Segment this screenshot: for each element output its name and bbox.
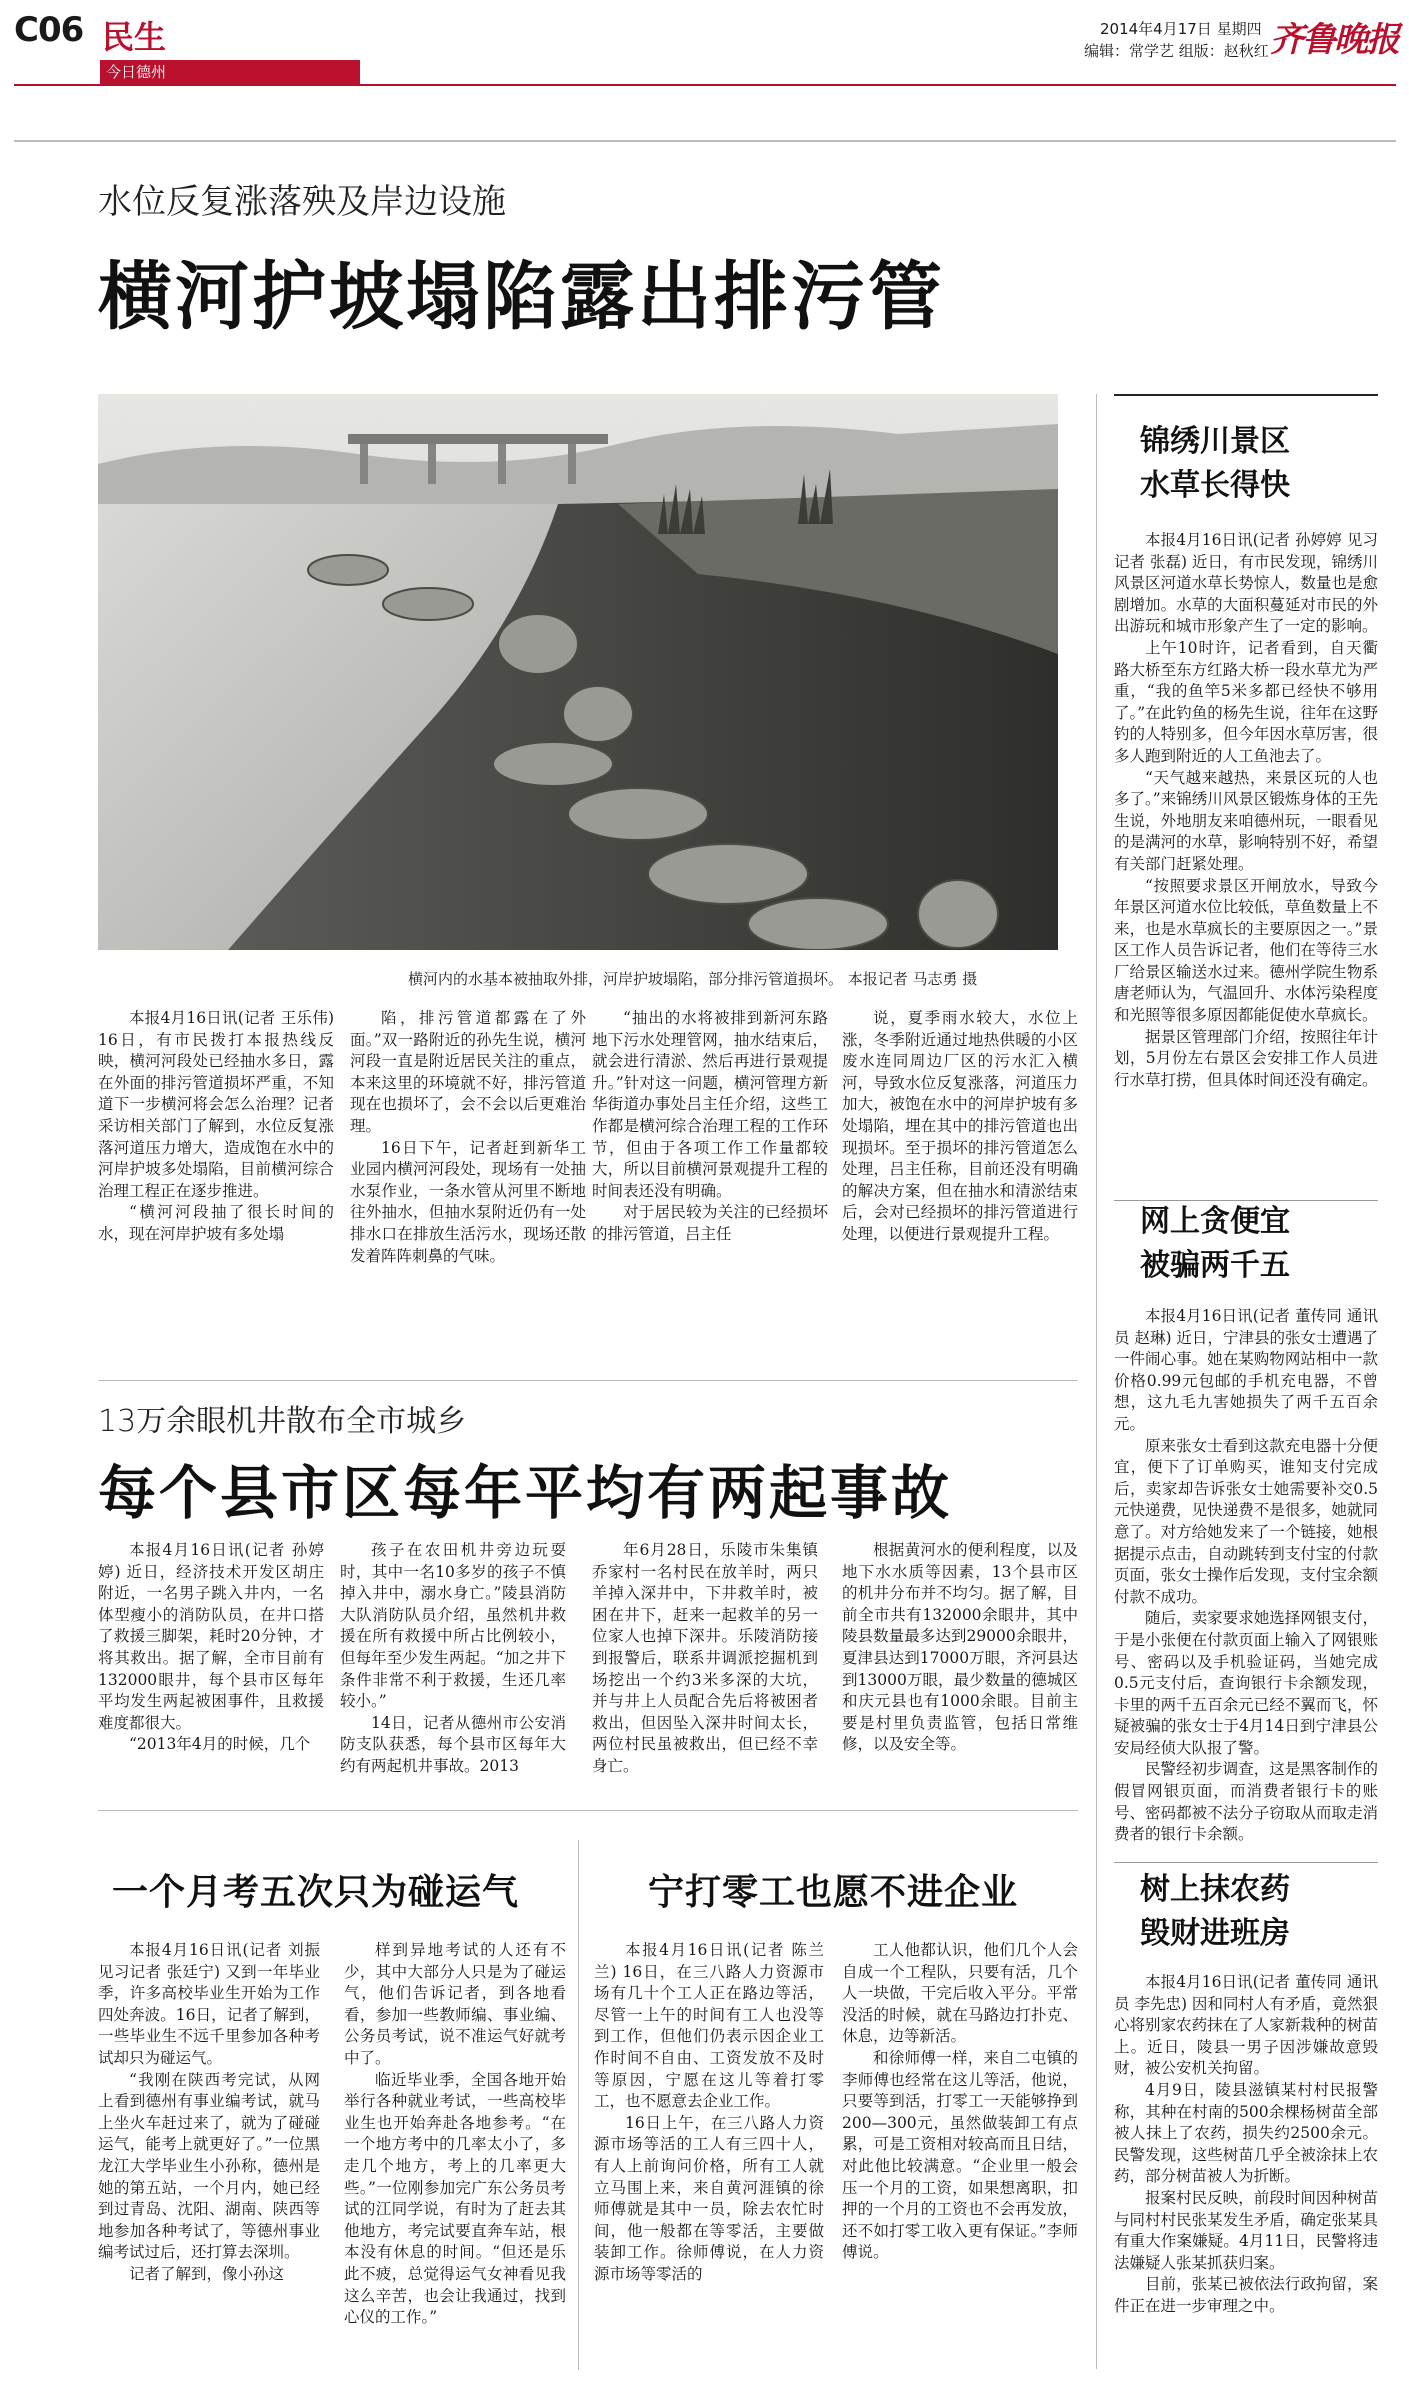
- river-bank-image: [98, 394, 1058, 950]
- sidebar-title-1: 锦绣川景区水草长得快: [1140, 424, 1290, 503]
- paragraph: 上午10时许，记者看到，自天衢路大桥至东方红路大桥一段水草尤为严重，“我的鱼竿5米多都已经快不够用了。”在此钓鱼的杨先生说，往年在这野钓的人特别多，但今年因水草厉害，很多人跑到附近的人工鱼池去了。: [1114, 638, 1378, 765]
- story2-kicker: 13万余眼机井散布全市城乡: [98, 1404, 467, 1439]
- section-name: 民生: [102, 18, 167, 56]
- story1-column-2: [350, 1008, 586, 1330]
- sidebar-story-1: [1114, 530, 1378, 1190]
- paragraph: 说，夏季雨水较大，水位上涨，冬季附近通过地热供暖的小区废水连同周边厂区的污水汇入横河，导致水位反复涨落，河道压力加大，被饱在水中的河岸护坡有多处塌陷，埋在其中的排污管道也出现损坏。至于损坏的排污管道怎么处理，吕主任称，目前还没有明确的解决方案，但在抽水和清淤结束后，会对已经损坏的排污管道进行处理，以便进行景观提升工程。: [842, 1009, 1078, 1243]
- story4-headline: 宁打零工也愿不进企业: [648, 1872, 1019, 1913]
- paragraph: 和徐师傅一样，来自二屯镇的李师傅也经常在这儿等活，他说，只要等到活，打零工一天能够挣到200—300元，虽然做装卸工有点累，可是工资相对较高而且日结，对此他比较满意。“企业里一般会压一个月的工资，如果想离职，扣押的一个月的工资也不会再发放，还不如打零工收入更有保证。”李师傅说。: [842, 2048, 1078, 2262]
- paragraph: 根据黄河水的便利程度，以及地下水水质等因素，13个县市区的机井分布并不均匀。据了解，目前全市共有132000余眼井，其中陵县数量最多达到29000余眼井，夏津县达到17000万眼，齐河县达到13000万眼，最少数量的德城区和庆元县也有1000余眼。目前主要是村里负责监管，包括日常维修，以及安全等。: [842, 1541, 1078, 1754]
- story2-column-1: [98, 1540, 324, 1800]
- paragraph: 随后，卖家要求她选择网银支付，于是小张便在付款页面上输入了网银账号、密码以及手机验证码，当她完成0.5元支付后，查询银行卡余额发现，卡里的两千五百余元已经不翼而飞，怀疑被骗的张女士于4月14日到宁津县公安局经侦大队报了警。: [1114, 1609, 1378, 1757]
- newspaper-logo: 齐鲁晚报: [1270, 20, 1398, 60]
- paragraph: “按照要求景区开闸放水，导致今年景区河道水位比较低，草鱼数量上不来，也是水草疯长的主要原因之一。”景区工作人员告诉记者，他们在等待三水厂给景区输送水过来。德州学院生物系唐老师认为，气温回升、水体污染程度和光照等很多原因都能促使水草疯长。: [1114, 876, 1378, 1025]
- paragraph: 本报4月16日讯(记者 董传同 通讯员 赵琳) 近日，宁津县的张女士遭遇了一件闹心事。她在某购物网站相中一款价格0.99元包邮的手机充电器，不曾想，这九毛九害她损失了两千五百余元。: [1114, 1307, 1378, 1433]
- paragraph: “天气越来越热，来景区玩的人也多了。”来锦绣川风景区锻炼身体的王先生说，外地朋友来咱德州玩，一眼看见的是满河的水草，影响特别不好，希望有关部门赶紧处理。: [1114, 768, 1378, 873]
- paragraph: “抽出的水将被排到新河东路地下污水处理管网，抽水结束后，就会进行清淤、然后再进行景观提升。”针对这一问题，横河管理方新华街道办事处吕主任介绍，这些工作都是横河综合治理工程的工作环节，但由于各项工作工作量都较大，所以目前横河景观提升工程的时间表还没有明确。: [592, 1009, 828, 1200]
- story1-kicker: 水位反复涨落殃及岸边设施: [98, 182, 506, 222]
- paragraph: 原来张女士看到这款充电器十分便宜，便下了订单购买，谁知支付完成后，卖家却告诉张女士她需要补交0.5元快递费，见快递费不是很多，她就同意了。对方给她发来了一个链接，她根据提示点击，自动跳转到支付宝的付款页面，张女士操作后发现，支付宝余额付款不成功。: [1114, 1436, 1378, 1606]
- story4-column-1: [594, 1940, 824, 2370]
- story2-headline: 每个县市区每年平均有两起事故: [98, 1459, 953, 1527]
- story1-column-3: [592, 1008, 828, 1330]
- story1-headline: 横河护坡塌陷露出排污管: [98, 254, 945, 340]
- paragraph: 本报4月16日讯(记者 刘振 见习记者 张廷宁) 又到一年毕业季，许多高校毕业生开始为工作四处奔波。16日，记者了解到，一些毕业生不远千里参加各种考试却只为碰运气。: [98, 1941, 320, 2067]
- sidebar-story-3: [1114, 1972, 1378, 2372]
- story2-column-3: [592, 1540, 818, 1800]
- editor-credits: 编辑：常学艺 组版：赵秋红: [1084, 42, 1269, 60]
- paragraph: 民警经初步调查，这是黑客制作的假冒网银页面，而消费者银行卡的账号、密码都被不法分子窃取从而取走消费者的银行卡余额。: [1114, 1760, 1378, 1844]
- header-rule: [14, 84, 1396, 86]
- story2-column-2: [340, 1540, 566, 1800]
- paragraph: “我刚在陕西考完试，从网上看到德州有事业编考试，就马上坐火车赶过来了，就为了碰碰运气，能考上就更好了。”一位黑龙江大学毕业生小孙称，德州是她的第五站，一个月内，她已经到过青岛、沈阳、湖南、陕西等地参加各种考试了，等德州事业编考试过后，还打算去深圳。: [98, 2070, 320, 2262]
- paragraph: 本报4月16日讯(记者 王乐伟) 16日，有市民拨打本报热线反映，横河河段处已经抽水多日，露在外面的排污管道损坏严重，不知道下一步横河将会怎么治理？记者采访相关部门了解到，水位反复涨落河道压力增大，造成饱在水中的河岸护坡多处塌陷，目前横河综合治理工程正在逐步推进。: [98, 1009, 334, 1200]
- photo-caption: 横河内的水基本被抽取外排，河岸护坡塌陷，部分排污管道损坏。 本报记者 马志勇 摄: [408, 970, 978, 988]
- top-divider: [14, 140, 1396, 142]
- column-divider: [578, 1840, 579, 2370]
- story-divider: [98, 1380, 1078, 1381]
- paragraph: 16日上午，在三八路人力资源市场等活的工人有三四十人，有人上前询问价格，所有工人就立马围上来，来自黄河涯镇的徐师傅就是其中一员，除去农忙时间，他一般都在等零活，主要做装卸工作。徐师傅说，在人力资源市场等零活的: [594, 2113, 824, 2283]
- paragraph: 14日，记者从德州市公安消防支队获悉，每个县市区每年大约有两起机井事故。2013: [340, 1713, 566, 1775]
- paragraph: 样到异地考试的人还有不少，其中大部分人只是为了碰运气，他们告诉记者，到各地看看，参加一些教师编、事业编、公务员考试，说不准运气好就考中了。: [344, 1941, 566, 2067]
- paragraph: 4月9日，陵县滋镇某村村民报警称，其种在村南的500余棵杨树苗全部被人抹上了农药，损失约2500余元。民警发现，这些树苗几乎全被涂抹上农药，部分树苗被人为折断。: [1114, 2080, 1378, 2186]
- story-divider: [98, 1810, 1078, 1811]
- story2-column-4: [842, 1540, 1078, 1800]
- paragraph: 临近毕业季，全国各地开始举行各种就业考试，一些高校毕业生也开始奔赴各地参考。“在一个地方考中的几率太小了，多走几个地方，考上的几率更大些。”一位刚参加完广东公务员考试的江同学说，有时为了赶去其他地方，考完试要直奔车站，根本没有休息的时间。“但还是乐此不疲，总觉得运气女神看见我这么辛苦，也会让我通过，找到心仪的工作。”: [344, 2070, 566, 2327]
- sidebar-title-3: 树上抹农药毁财进班房: [1140, 1872, 1290, 1951]
- paragraph: “2013年4月的时候，几个: [129, 1735, 311, 1754]
- story3-column-1: [98, 1940, 320, 2370]
- sidebar-separator: [1114, 1862, 1378, 1863]
- paragraph: “横河河段抽了很长时间的水，现在河岸护坡有多处塌: [98, 1203, 334, 1243]
- paragraph: 孩子在农田机井旁边玩耍时，其中一名10多岁的孩子不慎掉入井中，溺水身亡。”陵县消防大队消防队员介绍，虽然机井救援在所有救援中所占比例较小，但每年至少发生两起。“加之井下条件非常不利于救援，生还几率较小。”: [340, 1541, 566, 1711]
- paragraph: 本报4月16日讯(记者 孙婷婷) 近日，经济技术开发区胡庄附近，一名男子跳入井内，一名体型瘦小的消防队员，在井口搭了救援三脚架，耗时20分钟，才将其救出。据了解，全市目前有132000眼井，每个县市区每年平均发生两起被困事件，且救援难度都很大。: [98, 1541, 324, 1732]
- page-code: C06: [14, 10, 84, 50]
- paragraph: 年6月28日，乐陵市朱集镇乔家村一名村民在放羊时，两只羊掉入深井中，下井救羊时，被困在井下，赶来一起救羊的另一位家人也掉下深井。乐陵消防接到报警后，联系井调派挖掘机到场挖出一个约3米多深的大坑，并与井上人员配合先后将被困者救出，但因坠入深井时间太长，两位村民虽被救出，但已经不幸身亡。: [592, 1541, 818, 1775]
- paragraph: 目前，张某已被依法行政拘留，案件正在进一步审理之中。: [1114, 2275, 1378, 2315]
- paragraph: 本报4月16日讯(记者 陈兰兰) 16日，在三八路人力资源市场有几十个工人正在路边等活，尽管一上午的时间有工人也没等到工作，但他们仍表示因企业工作时间不自由、工资发放不及时等原因，宁愿在这儿等着打零工，也不愿意去企业工作。: [594, 1941, 824, 2111]
- story3-headline: 一个月考五次只为碰运气: [112, 1872, 520, 1913]
- sidebar-title-2: 网上贪便宜被骗两千五: [1140, 1204, 1290, 1283]
- paragraph: 16日下午，记者赶到新华工业园内横河河段处，现场有一处抽水泵作业，一条水管从河里不断地往外抽水，但抽水泵附近仍有一处排水口在排放生活污水，现场还散发着阵阵刺鼻的气味。: [350, 1138, 586, 1265]
- paragraph: 对于居民较为关注的已经损坏的排污管道，吕主任: [592, 1203, 828, 1243]
- sidebar-top-rule: [1114, 394, 1378, 396]
- paragraph: 记者了解到，像小孙这: [129, 2264, 285, 2283]
- paragraph: 本报4月16日讯(记者 董传同 通讯员 李先忠) 因和同村人有矛盾，竟然狠心将别家农药抹在了人家新栽种的树苗上。近日，陵县一男子因涉嫌故意毁财，被公安机关拘留。: [1114, 1973, 1378, 2078]
- story1-column-1: [98, 1008, 334, 1330]
- story4-column-2: [842, 1940, 1078, 2370]
- story1-column-4: [842, 1008, 1078, 1330]
- paragraph: 据景区管理部门介绍，按照往年计划，5月份左右景区会安排工作人员进行水草打捞，但具体时间还没有确定。: [1114, 1027, 1378, 1089]
- paragraph: 报案村民反映，前段时间因种树苗与同村村民张某发生矛盾，确定张某具有重大作案嫌疑。4月11日，民警将违法嫌疑人张某抓获归案。: [1114, 2188, 1378, 2272]
- sidebar-divider: [1096, 394, 1097, 2369]
- sidebar-story-2: [1114, 1306, 1378, 1854]
- paragraph: 本报4月16日讯(记者 孙婷婷 见习记者 张磊) 近日，有市民发现，锦绣川风景区河道水草长势惊人，数量也是愈剧增加。水草的大面积蔓延对市民的外出游玩和城市形象产生了一定的影响。: [1114, 531, 1378, 636]
- subsection-bar: 今日德州: [100, 60, 360, 84]
- paragraph: 工人他都认识，他们几个人会自成一个工程队，只要有活，几个人一块做，干完后收入平分。平常没活的时候，就在马路边打扑克、休息，边等新活。: [842, 1941, 1078, 2046]
- paragraph: 陷，排污管道都露在了外面。”双一路附近的孙先生说，横河河段一直是附近居民关注的重点，本来这里的环境就不好，排污管道现在也损坏了，会不会以后更难治理。: [350, 1009, 586, 1135]
- story3-column-2: [344, 1940, 566, 2370]
- river-photo: [98, 394, 1058, 950]
- issue-date: 2014年4月17日 星期四: [1100, 20, 1262, 38]
